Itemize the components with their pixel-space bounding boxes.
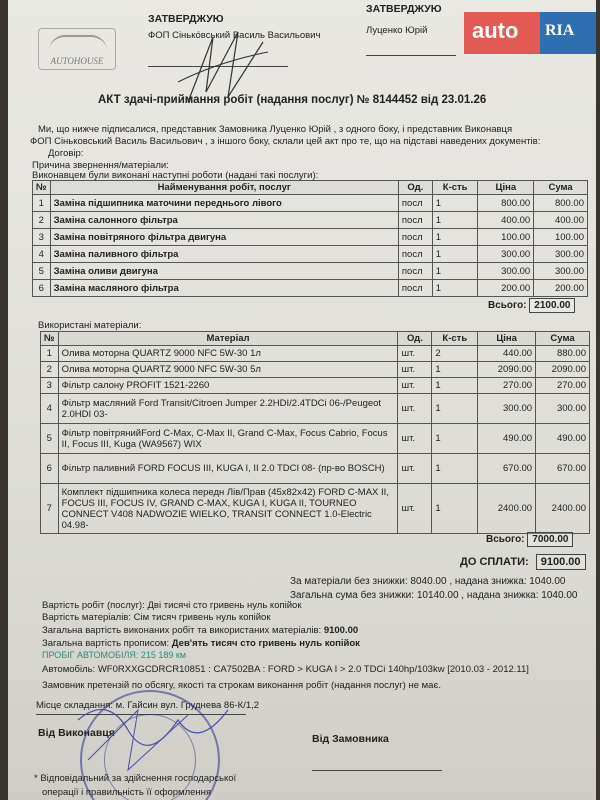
company-logo <box>38 28 116 70</box>
amount-due-value: 9100.00 <box>536 554 586 570</box>
materials-col-unit: Од. <box>398 332 432 346</box>
works-total-value: 2100.00 <box>529 298 575 313</box>
total-cost-words-value: Дев'ять тисяч сто гривень нуль копійок <box>171 638 360 649</box>
works-col-sum: Сума <box>534 181 588 195</box>
responsibility-line-2: операції і правильність її оформлення <box>42 787 212 798</box>
responsibility-line-1: * Відповідальний за здійснення господарської <box>34 773 237 784</box>
table-row: 3 Заміна повітряного фільтра двигуна посл 1 100.00 100.00 <box>33 229 588 246</box>
total-cost-line: Загальна вартість виконаних робіт та використаних матеріалів: 9100.00 <box>42 625 359 636</box>
works-intro: Виконавцем були виконані наступні роботи (надані такі послуги): <box>32 170 319 181</box>
place-line: Місце складання: м. Гайсин вул. Груднева 86-К/1,2 <box>36 700 260 711</box>
vehicle-line: Автомобіль: WF0RXXGCDRCR10851 : CA7502BA : FORD > KUGA I > 2.0 TDCi 140hp/103kw [2010.03 - 2012.11] <box>42 664 529 675</box>
table-row: 4 Фільтр масляний Ford Transit/Citroen Jumper 2.2HDI/2.4TDCi 06-/Peugeot 2.0HDI 03- шт. 1 300.00 300.00 <box>41 394 590 424</box>
materials-col-price: Ціна <box>478 332 536 346</box>
amount-due <box>460 554 586 570</box>
table-row: 4 Заміна паливного фільтра посл 1 300.00 300.00 <box>33 246 588 263</box>
materials-discount-line: За матеріали без знижки: 8040.00 , надана знижка: 1040.00 <box>290 576 566 587</box>
customer-label: Від Замовника <box>312 733 389 745</box>
table-row: 1 Заміна підшипника маточини переднього лівого посл 1 800.00 800.00 <box>33 195 588 212</box>
total-discount-line: Загальна сума без знижки: 10140.00 , надана знижка: 1040.00 <box>290 590 578 601</box>
materials-col-qty: К-сть <box>432 332 478 346</box>
reason-label: Причина звернення/матеріали: <box>32 160 169 171</box>
executor-label: Від Виконавця <box>38 727 115 739</box>
approver-right: Луценко Юрій <box>366 25 428 36</box>
materials-table-header <box>41 332 590 346</box>
approver-left: ФОП Сінько́вський Василь Васильович <box>148 30 321 41</box>
intro-line-2: ФОП Сіньковський Василь Васильович , з іншого боку, склали цей акт про те, що на підставі наведених документів: <box>30 136 541 147</box>
works-col-no: № <box>33 181 51 195</box>
materials-total-value: 7000.00 <box>527 532 573 547</box>
total-cost-value: 9100.00 <box>323 625 359 636</box>
works-col-qty: К-сть <box>432 181 478 195</box>
table-row: 6 Заміна масляного фільтра посл 1 200.00 200.00 <box>33 280 588 297</box>
materials-total <box>486 532 573 547</box>
works-table-header <box>33 181 588 195</box>
materials-cost-words: Вартість матеріалів: Сім тисяч гривень нуль копійок <box>42 612 271 623</box>
document-page <box>8 0 596 800</box>
works-col-price: Ціна <box>478 181 534 195</box>
works-table <box>32 180 588 297</box>
signature-line-right <box>366 55 456 56</box>
mileage-line: ПРОБІГ АВТОМОБІЛЯ: 215 189 км <box>42 650 187 660</box>
materials-col-no: № <box>41 332 59 346</box>
autoria-logo-part1: auto <box>464 12 540 54</box>
works-col-name: Найменування робіт, послуг <box>50 181 398 195</box>
table-row: 5 Фільтр повітрянийFord C-Max, C-Max II, Grand C-Max, Focus Cabrio, Focus II, Focus III, Kuga (WA9567) WIX шт. 1 490.00 490.00 <box>41 424 590 454</box>
table-row: 2 Заміна салонного фільтра посл 1 400.00 400.00 <box>33 212 588 229</box>
customer-signature-line <box>312 770 442 771</box>
works-cost-words: Вартість робіт (послуг): Дві тисячі сто гривень нуль копійок <box>42 600 302 611</box>
table-row: 5 Заміна оливи двигуна посл 1 300.00 300.00 <box>33 263 588 280</box>
materials-col-sum: Сума <box>536 332 590 346</box>
approved-label-left: ЗАТВЕРДЖУЮ <box>148 13 224 25</box>
table-row: 6 Фільтр паливний FORD FOCUS III, KUGA I, II 2.0 TDCI 08- (пр-во BOSCH) шт. 1 670.00 670.00 <box>41 454 590 484</box>
works-total <box>488 298 575 313</box>
works-total-label: Всього: <box>488 300 527 311</box>
intro-line-1: Ми, що нижче підписалися, представник Замовника Луценко Юрій , з одного боку, і представник Виконавця <box>38 124 513 135</box>
materials-total-label: Всього: <box>486 534 525 545</box>
act-title: АКТ здачі-приймання робіт (надання послуг) № 8144452 від 23.01.26 <box>98 94 487 106</box>
total-cost-words: Загальна вартість прописом: Дев'ять тисяч сто гривень нуль копійок <box>42 638 360 649</box>
approved-label-right: ЗАТВЕРДЖУЮ <box>366 3 442 15</box>
no-claims-line: Замовник претензій по обсягу, якості та строкам виконання робіт (надання послуг) не має. <box>42 680 441 691</box>
table-row: 1 Олива моторна QUARTZ 9000 NFC 5W-30 1л шт. 2 440.00 880.00 <box>41 346 590 362</box>
works-col-unit: Од. <box>398 181 432 195</box>
amount-due-label: ДО СПЛАТИ: <box>460 556 529 568</box>
table-row: 7 Комплект підшипника колеса передн Лів/Прав (45x82x42) FORD C-MAX II, FOCUS III, FOCUS IV, GRAND C-MAX, KUGA I, KUGA II, TOURNEO CONNECT V408 NADWOZIE WIELKO, TRANSIT CONNECT 1.0-Electric 04.98- шт. 1 2400.00 2400.00 <box>41 484 590 534</box>
materials-col-name: Матеріал <box>58 332 398 346</box>
company-logo-text: AUTOHOUSE <box>50 56 104 66</box>
materials-intro: Використані матеріали: <box>38 320 142 331</box>
materials-table <box>40 331 590 534</box>
autoria-watermark <box>464 12 596 54</box>
contract-label: Договір: <box>48 148 84 159</box>
autoria-logo-part2: RIA <box>540 12 596 54</box>
table-row: 2 Олива моторна QUARTZ 9000 NFC 5W-30 5л шт. 1 2090.00 2090.00 <box>41 362 590 378</box>
table-row: 3 Фільтр салону PROFIT 1521-2260 шт. 1 270.00 270.00 <box>41 378 590 394</box>
